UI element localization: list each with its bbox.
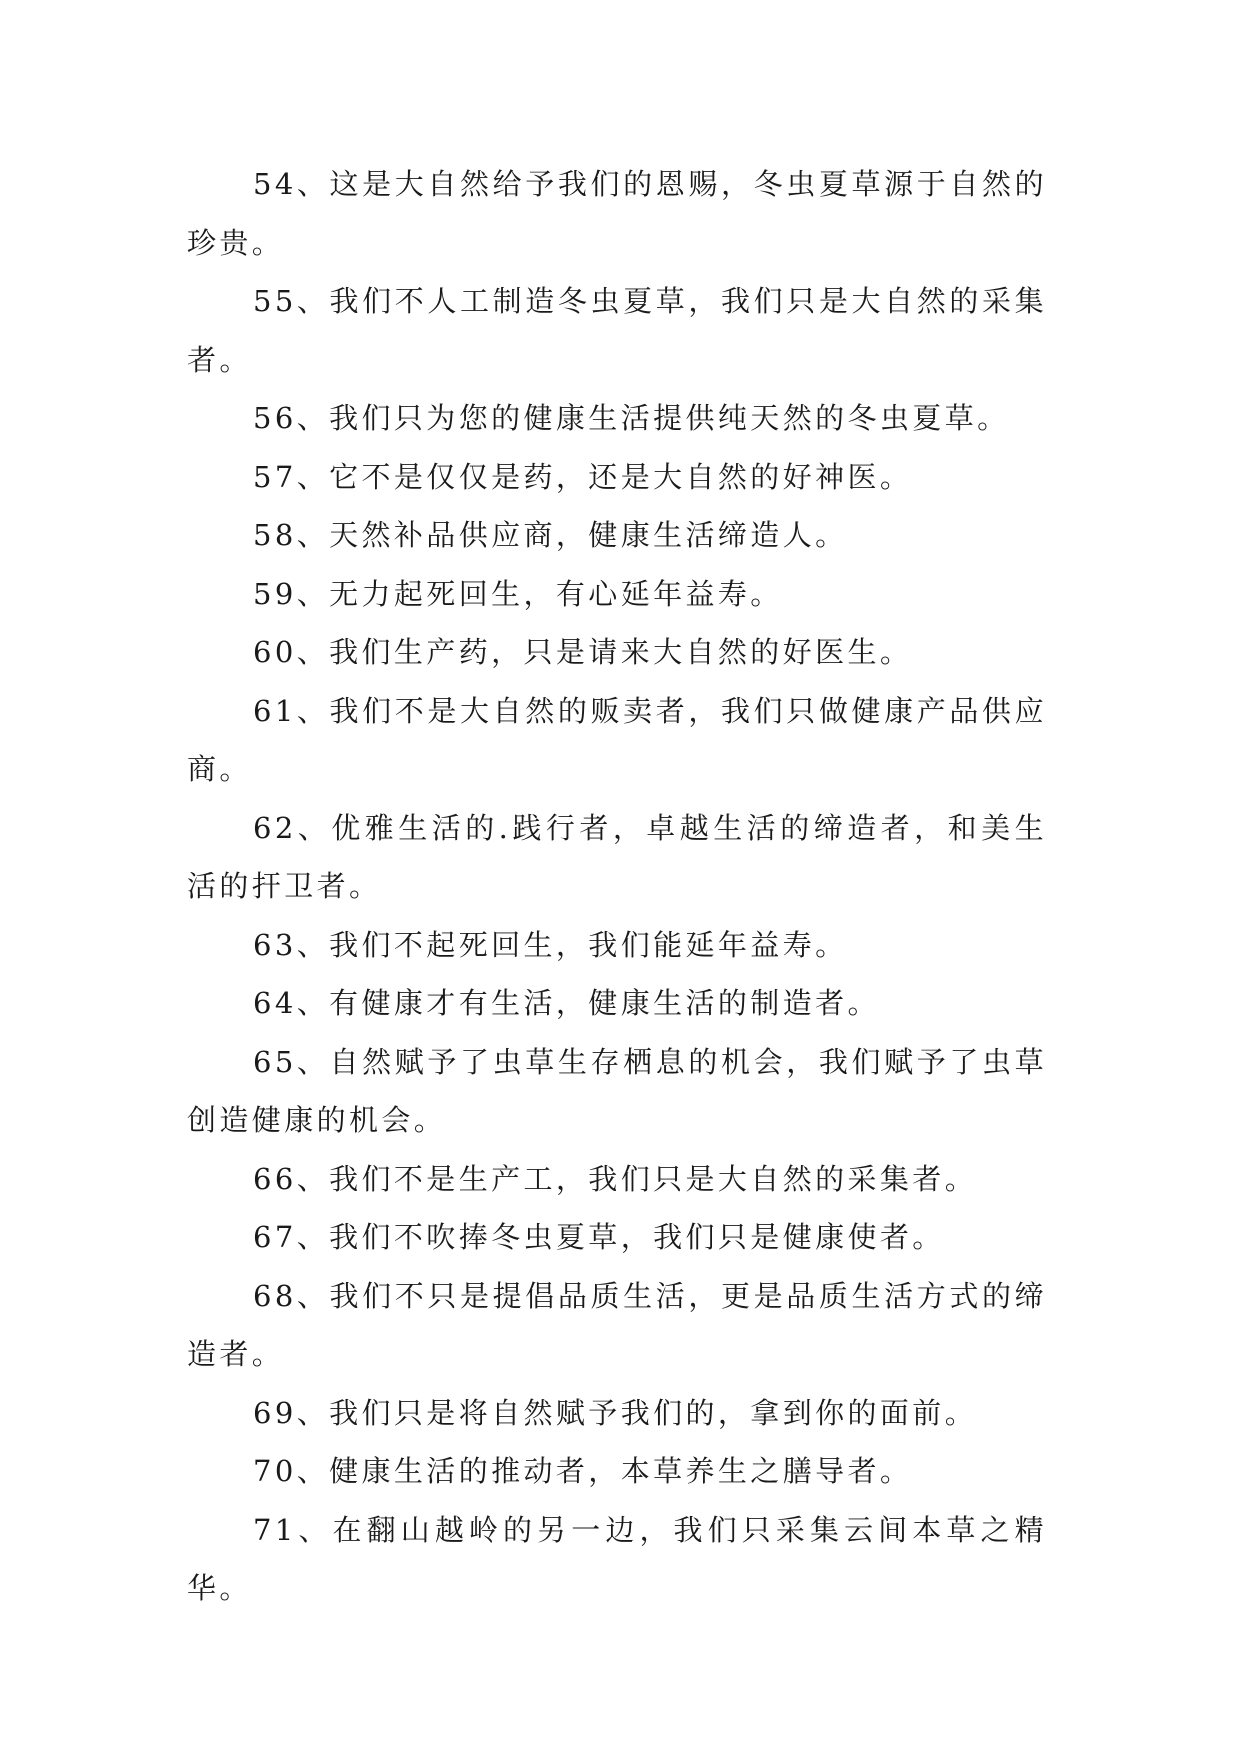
paragraph-56: 56、我们只为您的健康生活提供纯天然的冬虫夏草。 — [253, 401, 1010, 435]
paragraph-58: 58、天然补品供应商，健康生活缔造人。 — [253, 518, 848, 552]
paragraph-60: 60、我们生产药，只是请来大自然的好医生。 — [253, 635, 913, 669]
paragraph-59: 59、无力起死回生，有心延年益寿。 — [253, 576, 783, 611]
paragraph-67: 67、我们不吹捧冬虫夏草，我们只是健康使者。 — [253, 1220, 945, 1254]
paragraph-63: 63、我们不起死回生，我们能延年益寿。 — [253, 927, 848, 962]
paragraph-61: 61、我们不是大自然的贩卖者，我们只做健康产品供应商。 — [187, 693, 1047, 786]
paragraph-71: 71、在翻山越岭的另一边，我们只采集云间本草之精华。 — [187, 1512, 1047, 1605]
paragraph-69: 69、我们只是将自然赋予我们的，拿到你的面前。 — [253, 1395, 978, 1430]
document-body — [187, 155, 1047, 1618]
paragraph-64: 64、有健康才有生活，健康生活的制造者。 — [253, 986, 880, 1020]
paragraph-54: 54、这是大自然给予我们的恩赐，冬虫夏草源于自然的珍贵。 — [187, 167, 1047, 260]
paragraph-68: 68、我们不只是提倡品质生活，更是品质生活方式的缔造者。 — [187, 1278, 1047, 1371]
paragraph-66: 66、我们不是生产工，我们只是大自然的采集者。 — [253, 1161, 978, 1196]
paragraph-57: 57、它不是仅仅是药，还是大自然的好神医。 — [253, 459, 913, 494]
paragraph-70: 70、健康生活的推动者，本草养生之膳导者。 — [253, 1454, 913, 1488]
paragraph-62: 62、优雅生活的.践行者，卓越生活的缔造者，和美生活的扞卫者。 — [187, 810, 1047, 903]
paragraph-65: 65、自然赋予了虫草生存栖息的机会，我们赋予了虫草创造健康的机会。 — [187, 1044, 1047, 1137]
paragraph-55: 55、我们不人工制造冬虫夏草，我们只是大自然的采集者。 — [187, 284, 1047, 377]
